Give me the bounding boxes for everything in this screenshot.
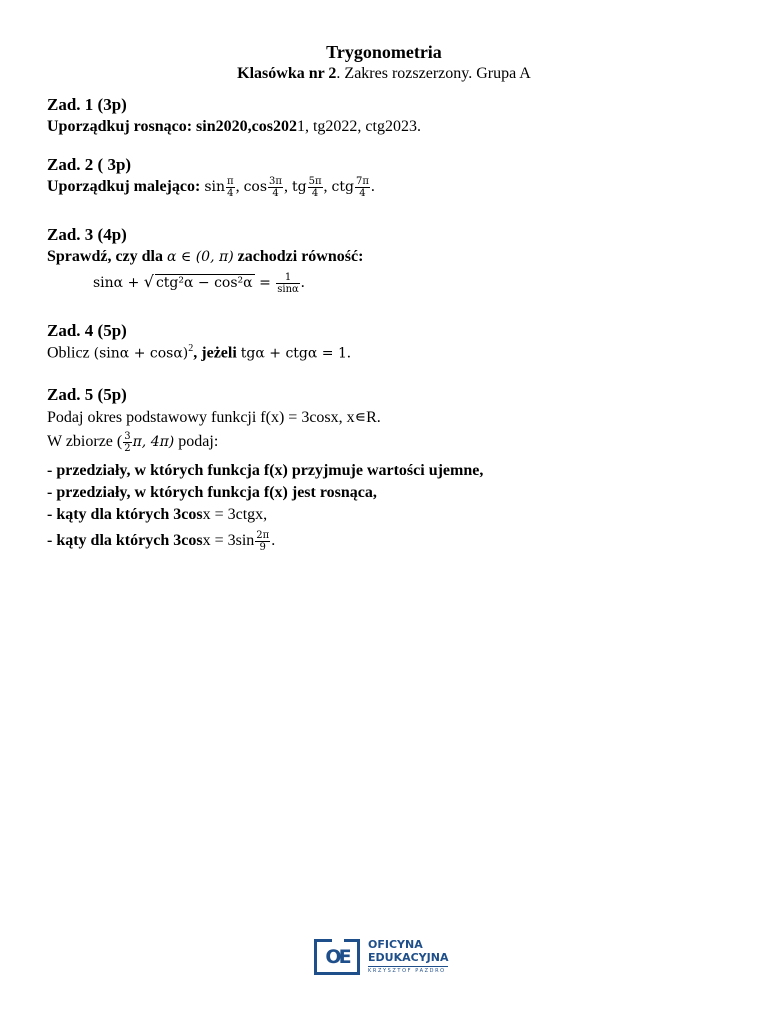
- zad2-frac4: $\frac{7\pi}{4}$: [355, 176, 369, 199]
- oe-logo-icon: OE: [314, 939, 360, 975]
- zad2-sin: sin: [204, 179, 225, 196]
- zad5-frac-two-pi-ninths: $\frac{2\pi}{9}$: [256, 530, 270, 553]
- zad4-condition: tgα + ctgα = 1: [240, 345, 347, 362]
- zad1-instruction: Uporządkuj rosnąco:: [47, 118, 197, 135]
- zad2-text: Uporządkuj malejąco: sin $\frac{\pi}{4}$ , cos $\frac{3\pi}{4}$ , tg $\frac{5\pi}{4}$ , ctg $\frac{7\pi}{4}$ .: [47, 176, 375, 199]
- zad5-line2: W zbiorze ( $\frac{3}{2}$ π, 4π) podaj:: [47, 431, 219, 454]
- zad3-alpha-condition: α ∈ (0, π): [167, 249, 234, 265]
- zad4-heading: Zad. 4 (5p): [47, 321, 127, 340]
- zad3-radicand: ctg²α − cos²α: [155, 275, 253, 292]
- zad2-frac1: $\frac{\pi}{4}$: [227, 176, 234, 199]
- square-root-icon: √: [143, 272, 154, 292]
- document-title: Trygonometria: [326, 42, 442, 62]
- zad2-heading: Zad. 2 ( 3p): [47, 155, 132, 174]
- zad1-items-rest: 1, tg2022, ctg2023.: [296, 118, 421, 135]
- zad4-expression: (sinα + cosα): [93, 345, 189, 362]
- zad5-heading: Zad. 5 (5p): [47, 385, 127, 404]
- zad3-heading: Zad. 3 (4p): [47, 225, 127, 244]
- document-subtitle: [0, 65, 768, 83]
- zad5-frac-three-halves: $\frac{3}{2}$: [124, 431, 131, 454]
- zad1-items-bold: sin2020,cos202: [196, 118, 297, 135]
- zad2-instruction: Uporządkuj malejąco:: [47, 178, 205, 196]
- subtitle-scope: . Zakres rozszerzony. Grupa A: [336, 65, 531, 82]
- zad5-line1: Podaj okres podstawowy funkcji f(x) = 3cosx, x∊R.: [47, 409, 381, 426]
- subtitle-test-number: Klasówka nr 2: [237, 65, 337, 82]
- zad4-exponent: 2: [188, 343, 194, 354]
- zad2-frac3: $\frac{5\pi}{4}$: [308, 176, 322, 199]
- zad2-tg: tg: [291, 179, 307, 196]
- publisher-logo: [314, 938, 448, 975]
- zad3-text: Sprawdź, czy dla α ∈ (0, π) zachodzi równość:: [47, 248, 364, 265]
- zad5-line4: - przedziały, w których funkcja f(x) jest rosnąca,: [47, 484, 377, 501]
- zad5-line6: - kąty dla których 3cosx = 3sin $\frac{2\pi}{9}$ .: [47, 530, 276, 553]
- zad3-frac: $\frac{1}{\sin\alpha}$: [277, 272, 299, 295]
- logo-text: OFICYNA EDUKACYJNA KRZYSZTOF PAZDRO: [368, 938, 449, 974]
- zad2-ctg: ctg: [331, 179, 354, 196]
- zad5-line5: - kąty dla których 3cosx = 3ctgx,: [47, 506, 268, 523]
- zad2-frac2: $\frac{3\pi}{4}$: [269, 176, 282, 199]
- zad5-line3: - przedziały, w których funkcja f(x) przyjmuje wartości ujemne,: [47, 462, 484, 479]
- zad1-text: [47, 118, 421, 136]
- zad1-heading: Zad. 1 (3p): [47, 95, 127, 114]
- zad4-text: Oblicz $(\sin\alpha + \cos\alpha)^2$, jeżeli tgα + ctgα = 1.: [47, 343, 351, 362]
- zad2-cos: cos: [243, 179, 268, 196]
- zad3-equation: sinα + √ ctg²α − cos²α = $\frac{1}{\sin\alpha}$ .: [93, 272, 305, 295]
